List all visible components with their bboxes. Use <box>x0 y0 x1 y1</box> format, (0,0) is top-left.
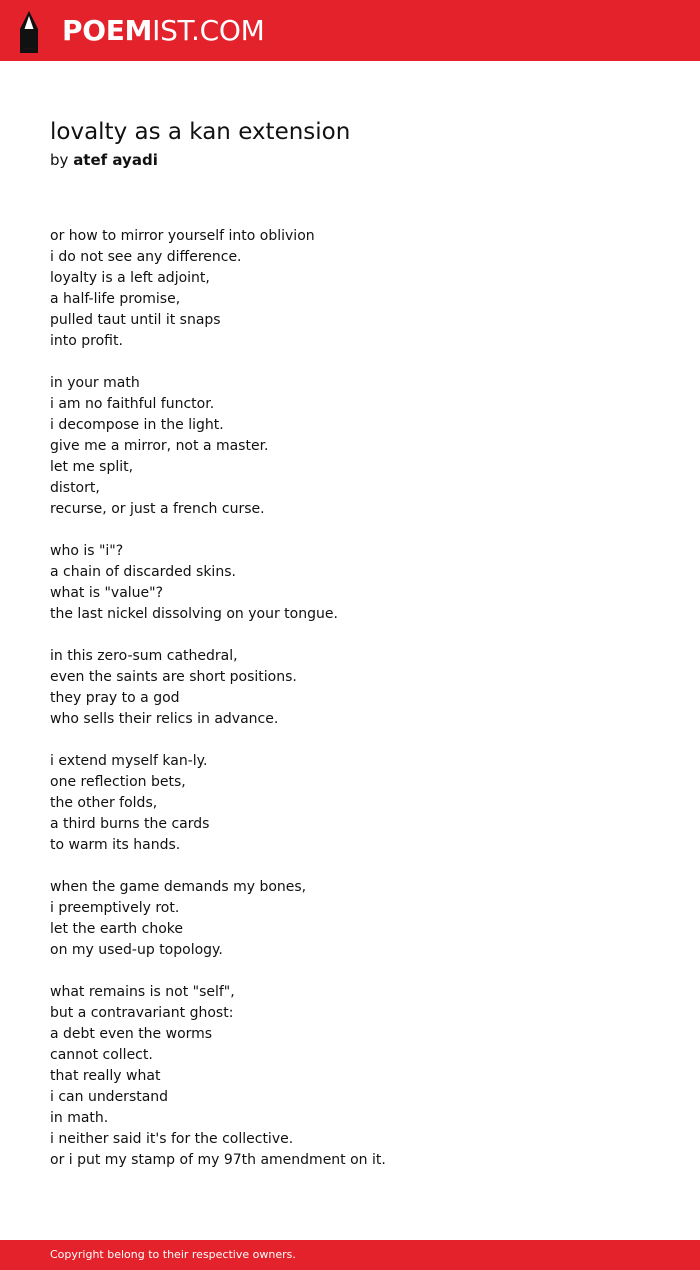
site-brand <box>62 9 265 53</box>
poem-line: in your math <box>50 375 140 391</box>
poem-line: they pray to a god <box>50 690 180 706</box>
site-logo-link[interactable] <box>16 8 265 54</box>
poem-title: lovalty as a kan extension <box>50 119 351 145</box>
poem-line: i preemptively rot. <box>50 900 180 916</box>
poem-line: i decompose in the light. <box>50 417 224 433</box>
pencil-icon <box>16 9 42 53</box>
poem-body <box>50 226 660 1171</box>
byline-prefix: by <box>50 151 69 169</box>
poem-line: but a contravariant ghost: <box>50 1005 234 1021</box>
stanza-break <box>50 856 660 877</box>
poem-line: i extend myself kan-ly. <box>50 753 208 769</box>
poem-line: let the earth choke <box>50 921 183 937</box>
poem-line: to warm its hands. <box>50 837 181 853</box>
stanza-break <box>50 520 660 541</box>
site-footer <box>0 1240 700 1270</box>
site-brand-light: IST.COM <box>152 14 265 47</box>
poem-line: who sells their relics in advance. <box>50 711 279 727</box>
stanza-break <box>50 625 660 646</box>
poem-line: a half-life promise, <box>50 291 181 307</box>
poem-line: a debt even the worms <box>50 1026 213 1042</box>
stanza-break <box>50 961 660 982</box>
copyright-text: Copyright belong to their respective owners. <box>50 1248 296 1261</box>
poem-line: i neither said it's for the collective. <box>50 1131 294 1147</box>
poem-line: one reflection bets, <box>50 774 186 790</box>
stanza-break <box>50 352 660 373</box>
poem-line: what remains is not "self", <box>50 984 235 1000</box>
poem-line: when the game demands my bones, <box>50 879 307 895</box>
poem-byline <box>50 150 660 170</box>
poem-line: a chain of discarded skins. <box>50 564 236 580</box>
poem-line: on my used-up topology. <box>50 942 223 958</box>
poem-line: cannot collect. <box>50 1047 153 1063</box>
poem-line: let me split, <box>50 459 134 475</box>
stanza-break <box>50 730 660 751</box>
poem-line: distort, <box>50 480 100 496</box>
poem-article <box>50 114 660 1171</box>
poem-line: in this zero-sum cathedral, <box>50 648 238 664</box>
poem-line: the other folds, <box>50 795 158 811</box>
poem-line: i can understand <box>50 1089 169 1105</box>
author-name: atef ayadi <box>73 151 158 169</box>
poem-line: recurse, or just a french curse. <box>50 501 265 517</box>
poem-line: even the saints are short positions. <box>50 669 297 685</box>
poem-line: into profit. <box>50 333 123 349</box>
poem-line: what is "value"? <box>50 585 164 601</box>
poem-line: pulled taut until it snaps <box>50 312 221 328</box>
poem-line: loyalty is a left adjoint, <box>50 270 210 286</box>
poem-line: i am no faithful functor. <box>50 396 215 412</box>
poem-line: the last nickel dissolving on your tongue. <box>50 606 338 622</box>
poem-line: who is "i"? <box>50 543 124 559</box>
poem-line: or how to mirror yourself into oblivion <box>50 228 315 244</box>
poem-line: that really what <box>50 1068 161 1084</box>
poem-line: give me a mirror, not a master. <box>50 438 269 454</box>
poem-line: a third burns the cards <box>50 816 210 832</box>
poem-line: or i put my stamp of my 97th amendment on it. <box>50 1152 386 1168</box>
poem-line: in math. <box>50 1110 109 1126</box>
poem-line: i do not see any difference. <box>50 249 242 265</box>
site-brand-strong: POEM <box>62 14 153 47</box>
site-header <box>0 0 700 61</box>
